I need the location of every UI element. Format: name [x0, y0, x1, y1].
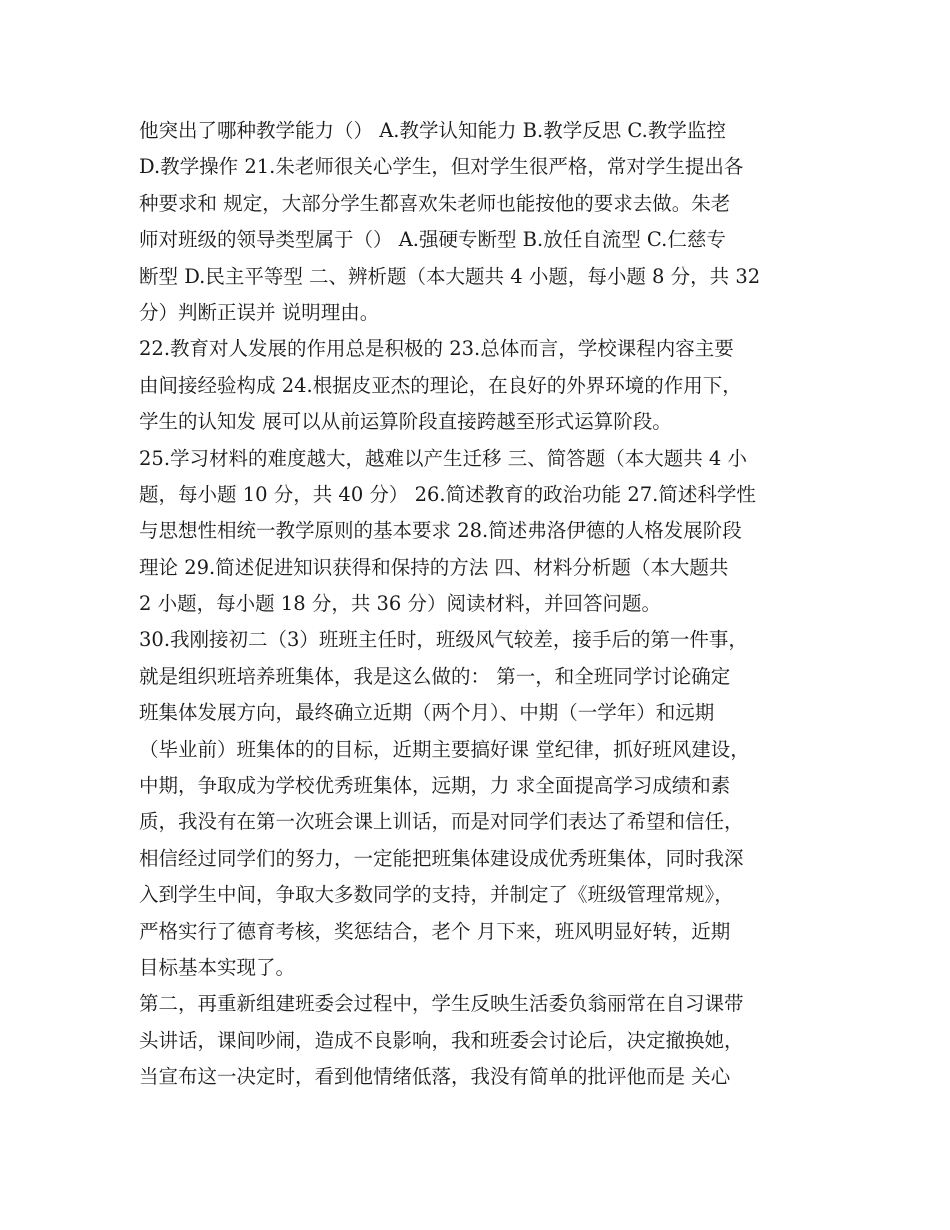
- text-line: 2 小题，每小题 18 分，共 36 分）阅读材料，并回答问题。: [139, 592, 662, 616]
- text-line: 就是组织班培养班集体，我是这么做的： 第一，和全班同学讨论确定: [139, 664, 731, 688]
- text-line: 相信经过同学们的努力，一定能把班集体建设成优秀班集体，同时我深: [139, 846, 744, 870]
- text-line: 22.教育对人发展的作用总是积极的 23.总体而言，学校课程内容主要: [139, 337, 734, 361]
- text-line: 头讲话，课间吵闹，造成不良影响，我和班委会讨论后，决定撤换她，: [139, 1028, 744, 1052]
- text-line: 班集体发展方向，最终确立近期（两个月）、中期（一学年）和远期: [139, 701, 715, 725]
- text-line: 中期，争取成为学校优秀班集体，远期，力 求全面提高学习成绩和素: [139, 774, 731, 798]
- text-line: 师对班级的领导类型属于（） A.强硬专断型 B.放任自流型 C.仁慈专: [139, 228, 726, 252]
- text-line: 30.我刚接初二（3）班班主任时，班级风气较差，接手后的第一件事，: [139, 628, 748, 652]
- text-line: 学生的认知发 展可以从前运算阶段直接跨越至形式运算阶段。: [139, 410, 672, 434]
- text-line: 种要求和 规定，大部分学生都喜欢朱老师也能按他的要求去做。朱老: [139, 191, 731, 215]
- text-line: 题，每小题 10 分，共 40 分） 26.简述教育的政治功能 27.简述科学性: [139, 482, 756, 506]
- text-line: 入到学生中间，争取大多数同学的支持，并制定了《班级管理常规》，: [139, 883, 734, 907]
- text-line: 分）判断正误并 说明理由。: [139, 300, 380, 324]
- text-line: 目标基本实现了。: [139, 955, 296, 979]
- text-line: 理论 29.简述促进知识获得和保持的方法 四、材料分析题（本大题共: [139, 555, 729, 579]
- text-line: D.教学操作 21.朱老师很关心学生，但对学生很严格，常对学生提出各: [139, 155, 744, 179]
- text-line: 当宣布这一决定时，看到他情绪低落，我没有简单的批评他而是 关心: [139, 1065, 731, 1089]
- text-line: 严格实行了德育考核，奖惩结合，老个 月下来，班风明显好转，近期: [139, 919, 731, 943]
- text-line: 第二，再重新组建班委会过程中，学生反映生活委负翁丽常在自习课带: [139, 992, 744, 1016]
- text-line: （毕业前）班集体的的目标，近期主要搞好课 堂纪律，抓好班风建设，: [139, 737, 750, 761]
- text-line: 断型 D.民主平等型 二、辨析题（本大题共 4 小题，每小题 8 分，共 32: [139, 264, 761, 288]
- text-line: 与思想性相统一教学原则的基本要求 28.简述弗洛伊德的人格发展阶段: [139, 519, 742, 543]
- document-body-text: [139, 113, 829, 1096]
- text-line: 25.学习材料的难度越大，越难以产生迁移 三、简答题（本大题共 4 小: [139, 446, 748, 470]
- text-line: 他突出了哪种教学能力（） A.教学认知能力 B.教学反思 C.教学监控: [139, 119, 726, 142]
- text-line: 由间接经验构成 24.根据皮亚杰的理论，在良好的外界环境的作用下，: [139, 373, 742, 397]
- text-line: 质，我没有在第一次班会课上训话，而是对同学们表达了希望和信任，: [139, 810, 744, 834]
